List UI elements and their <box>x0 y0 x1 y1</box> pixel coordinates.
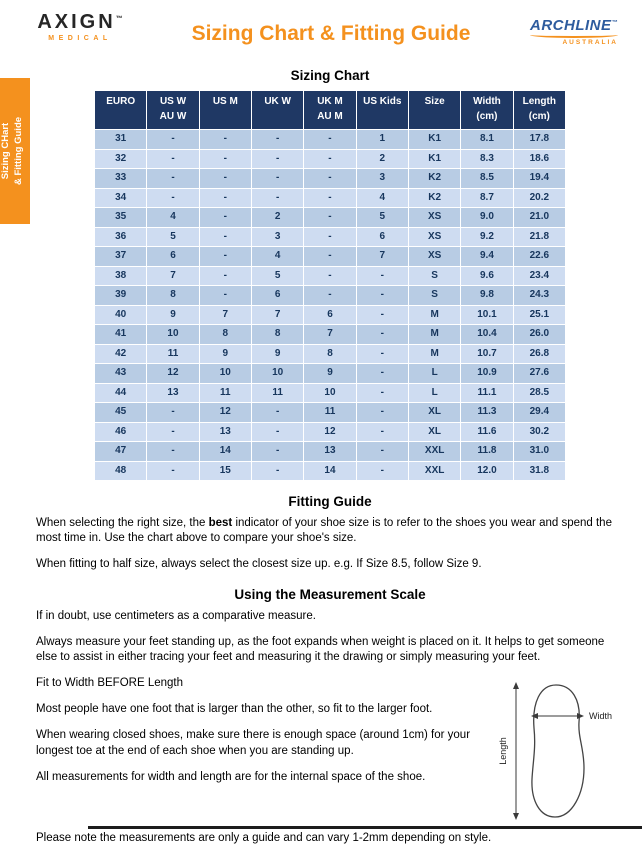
table-cell: 28.5 <box>513 383 565 403</box>
table-cell: 8 <box>147 286 199 306</box>
table-cell: - <box>251 461 303 481</box>
table-cell: 10.9 <box>461 364 513 384</box>
table-cell: 31 <box>95 130 147 150</box>
measurement-section <box>36 676 624 831</box>
table-cell: - <box>147 403 199 423</box>
table-cell: 9 <box>304 364 356 384</box>
table-cell: - <box>199 247 251 267</box>
table-cell: 5 <box>147 227 199 247</box>
table-cell: - <box>356 266 408 286</box>
table-cell: 34 <box>95 188 147 208</box>
table-cell: - <box>199 169 251 189</box>
table-cell: 7 <box>251 305 303 325</box>
table-cell: M <box>408 305 460 325</box>
measurement-paragraph: All measurements for width and length are for the internal space of the shoe. <box>36 770 426 783</box>
table-cell: XS <box>408 208 460 228</box>
table-cell: 8 <box>304 344 356 364</box>
measurement-paragraph: Please note the measurements are only a guide and can vary 1-2mm depending on style. <box>36 832 492 845</box>
page-title: Sizing Chart & Fitting Guide <box>191 22 471 45</box>
table-cell: - <box>356 286 408 306</box>
table-cell: - <box>147 442 199 462</box>
table-cell: - <box>147 461 199 481</box>
table-cell: 9.8 <box>461 286 513 306</box>
table-cell: 36 <box>95 227 147 247</box>
sizing-table-body <box>95 130 566 481</box>
sidebar-tab-label <box>0 78 30 224</box>
table-cell: 33 <box>95 169 147 189</box>
table-cell: - <box>304 169 356 189</box>
table-cell: - <box>199 208 251 228</box>
table-cell: 9 <box>199 344 251 364</box>
table-row <box>95 130 566 150</box>
sidebar-tab <box>0 78 30 224</box>
table-row <box>95 149 566 169</box>
measurement-scale-heading: Using the Measurement Scale <box>234 586 426 602</box>
table-row <box>95 188 566 208</box>
table-cell: - <box>356 461 408 481</box>
table-cell: 14 <box>304 461 356 481</box>
table-cell: 4 <box>147 208 199 228</box>
table-row <box>95 403 566 423</box>
table-cell: - <box>304 149 356 169</box>
table-cell: 47 <box>95 442 147 462</box>
table-row <box>95 227 566 247</box>
table-cell: 41 <box>95 325 147 345</box>
table-row <box>95 286 566 306</box>
fitting-paragraph-1 <box>36 516 624 546</box>
table-cell: - <box>304 130 356 150</box>
table-cell: 26.0 <box>513 325 565 345</box>
table-cell: 40 <box>95 305 147 325</box>
table-cell: - <box>199 266 251 286</box>
table-cell: 43 <box>95 364 147 384</box>
table-cell: 8.7 <box>461 188 513 208</box>
table-cell: - <box>199 286 251 306</box>
table-cell: XS <box>408 247 460 267</box>
measurement-paragraph: Fit to Width BEFORE Length <box>36 677 184 690</box>
table-cell: 8 <box>199 325 251 345</box>
table-row <box>95 344 566 364</box>
table-cell: 8.1 <box>461 130 513 150</box>
sizing-table-head <box>95 91 566 130</box>
table-cell: - <box>304 208 356 228</box>
measurement-paragraph: When wearing closed shoes, make sure there is enough space (around 1cm) for your longest toe at the end of each shoe when you are standing up. <box>36 729 471 757</box>
table-cell: - <box>356 442 408 462</box>
table-cell: - <box>251 188 303 208</box>
table-cell: 42 <box>95 344 147 364</box>
table-cell: 7 <box>199 305 251 325</box>
table-cell: - <box>356 325 408 345</box>
table-cell: - <box>356 364 408 384</box>
measurement-text-column <box>36 676 488 831</box>
table-cell: K2 <box>408 188 460 208</box>
table-row <box>95 208 566 228</box>
main-content <box>0 68 642 846</box>
table-cell: 46 <box>95 422 147 442</box>
table-cell: 44 <box>95 383 147 403</box>
table-cell: - <box>199 149 251 169</box>
table-cell: - <box>147 169 199 189</box>
table-cell: 9.4 <box>461 247 513 267</box>
table-cell: - <box>147 130 199 150</box>
table-cell: 9 <box>147 305 199 325</box>
sidebar-tab-line2: & Fitting Guide <box>12 116 24 186</box>
table-cell: 13 <box>147 383 199 403</box>
foot-diagram <box>496 676 624 831</box>
table-cell: 10 <box>251 364 303 384</box>
table-cell: 12.0 <box>461 461 513 481</box>
table-cell: 12 <box>147 364 199 384</box>
table-cell: 23.4 <box>513 266 565 286</box>
table-cell: - <box>251 422 303 442</box>
table-cell: - <box>251 169 303 189</box>
table-cell: - <box>356 305 408 325</box>
table-cell: XS <box>408 227 460 247</box>
table-cell: S <box>408 266 460 286</box>
column-header: Size <box>408 91 460 130</box>
column-header: EURO <box>95 91 147 130</box>
table-cell: 29.4 <box>513 403 565 423</box>
fitting-guide-heading: Fitting Guide <box>288 494 372 509</box>
fitting-paragraph-1-text: When selecting the right size, the <box>36 517 209 529</box>
table-cell: 9.0 <box>461 208 513 228</box>
table-cell: XL <box>408 422 460 442</box>
table-cell: 6 <box>356 227 408 247</box>
table-cell: 22.6 <box>513 247 565 267</box>
table-cell: 37 <box>95 247 147 267</box>
table-cell: 48 <box>95 461 147 481</box>
table-cell: 27.6 <box>513 364 565 384</box>
table-cell: - <box>147 422 199 442</box>
trademark-symbol: ™ <box>115 15 123 23</box>
table-cell: 11 <box>251 383 303 403</box>
table-cell: 8 <box>251 325 303 345</box>
table-cell: 8.5 <box>461 169 513 189</box>
table-row <box>95 305 566 325</box>
table-cell: 5 <box>251 266 303 286</box>
table-cell: 10.1 <box>461 305 513 325</box>
table-row <box>95 364 566 384</box>
table-cell: 26.8 <box>513 344 565 364</box>
measurement-paragraph: Most people have one foot that is larger than the other, so fit to the larger foot. <box>36 703 433 716</box>
table-cell: XXL <box>408 442 460 462</box>
column-header: US Kids <box>356 91 408 130</box>
table-cell: 3 <box>251 227 303 247</box>
table-row <box>95 325 566 345</box>
table-row <box>95 461 566 481</box>
measurement-paragraph: If in doubt, use centimeters as a comparative measure. <box>36 609 316 622</box>
table-cell: - <box>199 188 251 208</box>
table-cell: - <box>356 403 408 423</box>
table-row <box>95 169 566 189</box>
table-cell: 4 <box>251 247 303 267</box>
foot-outline-diagram <box>496 676 624 826</box>
axign-logo-text: AXIGN <box>37 11 116 33</box>
column-header: UK W <box>251 91 303 130</box>
table-cell: 2 <box>356 149 408 169</box>
table-cell: 6 <box>251 286 303 306</box>
table-cell: 19.4 <box>513 169 565 189</box>
table-cell: 2 <box>251 208 303 228</box>
trademark-symbol: ™ <box>611 20 618 26</box>
table-header-row <box>95 91 566 130</box>
measurement-paragraph: Always measure your feet standing up, as the foot expands when weight is placed on it. It helps to get someone else to assist in either tracing your feet and measuring it the drawing or simply measuring your feet. <box>36 635 605 663</box>
table-cell: 35 <box>95 208 147 228</box>
fitting-paragraph-1-bold: best <box>208 517 233 529</box>
table-cell: 15 <box>199 461 251 481</box>
table-row <box>95 442 566 462</box>
table-cell: 39 <box>95 286 147 306</box>
column-header: US M <box>199 91 251 130</box>
table-cell: 30.2 <box>513 422 565 442</box>
page-header <box>0 0 642 62</box>
table-cell: 24.3 <box>513 286 565 306</box>
table-cell: - <box>199 130 251 150</box>
table-cell: - <box>147 149 199 169</box>
table-cell: - <box>356 344 408 364</box>
table-cell: - <box>251 130 303 150</box>
table-cell: 7 <box>147 266 199 286</box>
table-cell: - <box>199 227 251 247</box>
table-cell: 10 <box>147 325 199 345</box>
table-cell: 10 <box>199 364 251 384</box>
table-cell: 17.8 <box>513 130 565 150</box>
table-cell: 11 <box>304 403 356 423</box>
table-cell: 18.6 <box>513 149 565 169</box>
sizing-chart-heading: Sizing Chart <box>290 68 370 83</box>
table-cell: 38 <box>95 266 147 286</box>
table-cell: 11.8 <box>461 442 513 462</box>
column-header: UK M AU M <box>304 91 356 130</box>
table-cell: K1 <box>408 149 460 169</box>
table-cell: - <box>251 442 303 462</box>
table-cell: 9.2 <box>461 227 513 247</box>
table-cell: - <box>251 149 303 169</box>
table-cell: 10 <box>304 383 356 403</box>
table-cell: 11.6 <box>461 422 513 442</box>
table-cell: M <box>408 344 460 364</box>
table-cell: 32 <box>95 149 147 169</box>
fitting-paragraph-1-text: indicator of your shoe size is to refer to the shoes you wear and spend the most time in. Use the chart above to compare your shoe's size. <box>36 517 612 545</box>
table-cell: S <box>408 286 460 306</box>
table-cell: 6 <box>147 247 199 267</box>
table-cell: 31.8 <box>513 461 565 481</box>
table-cell: 11.1 <box>461 383 513 403</box>
table-cell: L <box>408 364 460 384</box>
length-label: Length <box>498 737 508 765</box>
table-cell: 31.0 <box>513 442 565 462</box>
table-cell: 7 <box>304 325 356 345</box>
table-cell: 12 <box>199 403 251 423</box>
fitting-paragraph-2: When fitting to half size, always select the closest size up. e.g. If Size 8.5, follow Size 9. <box>36 558 482 571</box>
archline-logo-text: ARCHLINE <box>530 17 612 34</box>
table-cell: K2 <box>408 169 460 189</box>
table-cell: L <box>408 383 460 403</box>
axign-logo-subtitle: MEDICAL <box>48 35 112 42</box>
table-cell: - <box>304 266 356 286</box>
table-cell: - <box>251 403 303 423</box>
table-cell: - <box>304 227 356 247</box>
sizing-table <box>94 90 566 481</box>
table-cell: 4 <box>356 188 408 208</box>
table-row <box>95 383 566 403</box>
table-cell: 13 <box>304 442 356 462</box>
table-cell: K1 <box>408 130 460 150</box>
table-cell: 21.0 <box>513 208 565 228</box>
table-cell: 10.7 <box>461 344 513 364</box>
table-cell: 12 <box>304 422 356 442</box>
archline-logo-name <box>522 18 626 33</box>
column-header: US W AU W <box>147 91 199 130</box>
sidebar-tab-line1: Sizing CHart <box>0 122 11 180</box>
archline-logo <box>522 18 626 46</box>
table-cell: - <box>356 383 408 403</box>
table-cell: 13 <box>199 422 251 442</box>
table-cell: - <box>356 422 408 442</box>
table-row <box>95 247 566 267</box>
table-row <box>95 422 566 442</box>
table-cell: 11 <box>147 344 199 364</box>
table-cell: M <box>408 325 460 345</box>
table-cell: 10.4 <box>461 325 513 345</box>
table-cell: 9.6 <box>461 266 513 286</box>
table-cell: 11.3 <box>461 403 513 423</box>
axign-logo-name <box>20 12 140 32</box>
table-cell: 1 <box>356 130 408 150</box>
table-cell: 20.2 <box>513 188 565 208</box>
table-cell: 6 <box>304 305 356 325</box>
table-cell: XXL <box>408 461 460 481</box>
table-cell: 9 <box>251 344 303 364</box>
width-label: Width <box>589 711 613 722</box>
table-cell: 8.3 <box>461 149 513 169</box>
table-cell: 21.8 <box>513 227 565 247</box>
table-cell: 25.1 <box>513 305 565 325</box>
table-cell: - <box>147 188 199 208</box>
table-row <box>95 266 566 286</box>
table-cell: 5 <box>356 208 408 228</box>
table-cell: - <box>304 188 356 208</box>
axign-logo <box>20 12 140 42</box>
table-cell: XL <box>408 403 460 423</box>
table-cell: 14 <box>199 442 251 462</box>
table-cell: - <box>304 286 356 306</box>
column-header: Length (cm) <box>513 91 565 130</box>
table-cell: 7 <box>356 247 408 267</box>
column-header: Width (cm) <box>461 91 513 130</box>
table-cell: - <box>304 247 356 267</box>
archline-logo-subtitle: AUSTRALIA <box>562 39 618 46</box>
table-cell: 3 <box>356 169 408 189</box>
table-cell: 45 <box>95 403 147 423</box>
table-cell: 11 <box>199 383 251 403</box>
